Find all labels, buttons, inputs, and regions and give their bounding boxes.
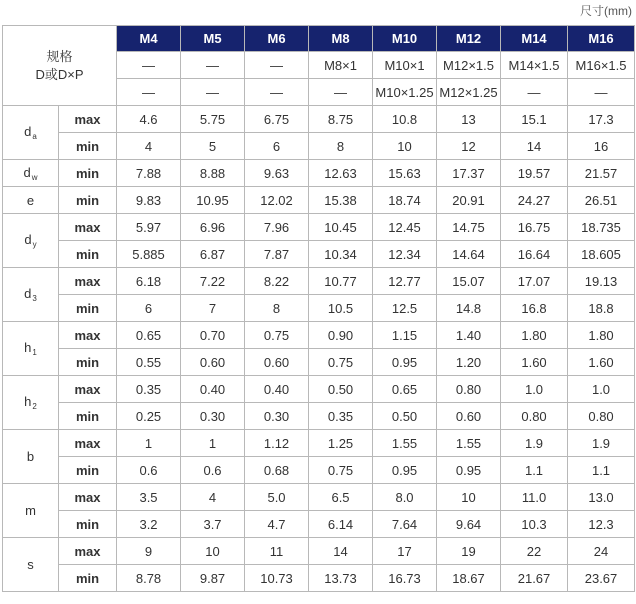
value-cell: 20.91 <box>437 187 501 214</box>
value-cell: 14 <box>501 133 568 160</box>
value-cell: 15.07 <box>437 268 501 295</box>
value-cell: 7.64 <box>373 511 437 538</box>
table-row <box>3 241 635 268</box>
value-cell: 0.65 <box>117 322 181 349</box>
param-symbol: b <box>26 449 35 464</box>
param-symbol-cell <box>3 214 59 268</box>
value-cell: 24 <box>568 538 635 565</box>
pitch-cell: M16×1.5 <box>568 52 635 79</box>
value-cell: 8 <box>309 133 373 160</box>
value-cell: 10 <box>373 133 437 160</box>
param-subscript: 3 <box>32 294 37 303</box>
pitch-cell: — <box>117 79 181 106</box>
value-cell: 1 <box>181 430 245 457</box>
value-cell: 3.7 <box>181 511 245 538</box>
pitch-cell: — <box>568 79 635 106</box>
value-cell: 0.60 <box>437 403 501 430</box>
param-symbol-cell <box>3 106 59 160</box>
value-cell: 6.14 <box>309 511 373 538</box>
value-cell: 1.0 <box>568 376 635 403</box>
value-cell: 16.73 <box>373 565 437 592</box>
pitch-cell: — <box>245 79 309 106</box>
value-cell: 14.75 <box>437 214 501 241</box>
pitch-cell: M12×1.25 <box>437 79 501 106</box>
value-cell: 10.8 <box>373 106 437 133</box>
value-cell: 0.50 <box>373 403 437 430</box>
value-cell: 16.75 <box>501 214 568 241</box>
limit-label: min <box>59 349 117 376</box>
limit-label: min <box>59 403 117 430</box>
limit-label: min <box>59 160 117 187</box>
value-cell: 0.60 <box>245 349 309 376</box>
param-subscript: w <box>31 172 38 182</box>
limit-label: max <box>59 538 117 565</box>
value-cell: 13.0 <box>568 484 635 511</box>
pitch-cell: M14×1.5 <box>501 52 568 79</box>
table-row <box>3 187 635 214</box>
value-cell: 0.90 <box>309 322 373 349</box>
value-cell: 9.63 <box>245 160 309 187</box>
table-row <box>3 484 635 511</box>
value-cell: 22 <box>501 538 568 565</box>
value-cell: 16.8 <box>501 295 568 322</box>
limit-label: max <box>59 484 117 511</box>
value-cell: 8.0 <box>373 484 437 511</box>
value-cell: 11.0 <box>501 484 568 511</box>
value-cell: 23.67 <box>568 565 635 592</box>
param-subscript: 1 <box>32 348 37 357</box>
value-cell: 14.8 <box>437 295 501 322</box>
value-cell: 15.1 <box>501 106 568 133</box>
value-cell: 9.64 <box>437 511 501 538</box>
value-cell: 0.40 <box>245 376 309 403</box>
limit-label: max <box>59 430 117 457</box>
value-cell: 18.67 <box>437 565 501 592</box>
param-subscript: a <box>32 132 37 141</box>
table-row <box>3 565 635 592</box>
limit-label: min <box>59 565 117 592</box>
table-row <box>3 430 635 457</box>
value-cell: 1 <box>117 430 181 457</box>
value-cell: 0.80 <box>437 376 501 403</box>
value-cell: 21.67 <box>501 565 568 592</box>
value-cell: 18.74 <box>373 187 437 214</box>
limit-label: min <box>59 295 117 322</box>
value-cell: 9.83 <box>117 187 181 214</box>
value-cell: 10.73 <box>245 565 309 592</box>
param-symbol: h <box>24 394 32 409</box>
value-cell: 1.60 <box>568 349 635 376</box>
spec-label: 规格 <box>46 48 73 64</box>
size-header: M4 <box>117 26 181 52</box>
value-cell: 1.20 <box>437 349 501 376</box>
value-cell: 1.0 <box>501 376 568 403</box>
pitch-cell: M12×1.5 <box>437 52 501 79</box>
param-symbol-cell <box>3 538 59 592</box>
value-cell: 17.37 <box>437 160 501 187</box>
value-cell: 13 <box>437 106 501 133</box>
limit-label: min <box>59 187 117 214</box>
value-cell: 5 <box>181 133 245 160</box>
value-cell: 0.65 <box>373 376 437 403</box>
value-cell: 12.5 <box>373 295 437 322</box>
value-cell: 1.80 <box>501 322 568 349</box>
param-symbol-cell <box>3 376 59 430</box>
value-cell: 8 <box>245 295 309 322</box>
value-cell: 12.77 <box>373 268 437 295</box>
value-cell: 24.27 <box>501 187 568 214</box>
value-cell: 0.70 <box>181 322 245 349</box>
spec-corner-cell <box>3 26 117 106</box>
value-cell: 10.5 <box>309 295 373 322</box>
value-cell: 0.30 <box>181 403 245 430</box>
value-cell: 12.34 <box>373 241 437 268</box>
param-symbol-cell <box>3 187 59 214</box>
table-row <box>3 538 635 565</box>
value-cell: 0.6 <box>181 457 245 484</box>
value-cell: 0.80 <box>501 403 568 430</box>
value-cell: 0.35 <box>117 376 181 403</box>
param-symbol: m <box>25 503 36 518</box>
value-cell: 1.40 <box>437 322 501 349</box>
value-cell: 1.55 <box>437 430 501 457</box>
dimension-table <box>2 25 635 592</box>
value-cell: 15.38 <box>309 187 373 214</box>
value-cell: 1.15 <box>373 322 437 349</box>
table-row <box>3 106 635 133</box>
limit-label: min <box>59 241 117 268</box>
value-cell: 9 <box>117 538 181 565</box>
pitch-cell: — <box>309 79 373 106</box>
size-header: M8 <box>309 26 373 52</box>
unit-label: 尺寸(mm) <box>580 4 632 18</box>
spec-label-sub: D或D×P <box>35 66 84 82</box>
pitch-cell: — <box>501 79 568 106</box>
param-symbol: d <box>23 164 31 180</box>
param-symbol-cell <box>3 322 59 376</box>
value-cell: 10.77 <box>309 268 373 295</box>
value-cell: 12.63 <box>309 160 373 187</box>
value-cell: 0.95 <box>373 349 437 376</box>
value-cell: 1.80 <box>568 322 635 349</box>
value-cell: 5.75 <box>181 106 245 133</box>
value-cell: 0.50 <box>309 376 373 403</box>
value-cell: 6.18 <box>117 268 181 295</box>
value-cell: 1.12 <box>245 430 309 457</box>
size-header-row <box>3 26 635 52</box>
value-cell: 0.25 <box>117 403 181 430</box>
limit-label: min <box>59 457 117 484</box>
size-header: M5 <box>181 26 245 52</box>
value-cell: 6.87 <box>181 241 245 268</box>
value-cell: 1.9 <box>501 430 568 457</box>
value-cell: 0.68 <box>245 457 309 484</box>
pitch-cell: — <box>181 52 245 79</box>
value-cell: 0.30 <box>245 403 309 430</box>
param-symbol: e <box>26 192 35 208</box>
value-cell: 17.07 <box>501 268 568 295</box>
value-cell: 6.96 <box>181 214 245 241</box>
param-symbol-cell <box>3 268 59 322</box>
value-cell: 8.22 <box>245 268 309 295</box>
value-cell: 15.63 <box>373 160 437 187</box>
value-cell: 4 <box>117 133 181 160</box>
value-cell: 1.1 <box>568 457 635 484</box>
value-cell: 16 <box>568 133 635 160</box>
param-symbol: d <box>24 232 32 247</box>
value-cell: 0.6 <box>117 457 181 484</box>
value-cell: 1.1 <box>501 457 568 484</box>
value-cell: 1.25 <box>309 430 373 457</box>
value-cell: 3.5 <box>117 484 181 511</box>
value-cell: 6.75 <box>245 106 309 133</box>
value-cell: 12.02 <box>245 187 309 214</box>
value-cell: 6 <box>117 295 181 322</box>
pitch-cell: — <box>245 52 309 79</box>
value-cell: 8.78 <box>117 565 181 592</box>
value-cell: 18.8 <box>568 295 635 322</box>
table-row <box>3 403 635 430</box>
value-cell: 0.40 <box>181 376 245 403</box>
param-symbol: s <box>27 557 34 572</box>
value-cell: 4 <box>181 484 245 511</box>
value-cell: 0.60 <box>181 349 245 376</box>
param-symbol: h <box>24 340 32 355</box>
param-symbol: d <box>24 286 32 301</box>
limit-label: max <box>59 106 117 133</box>
value-cell: 13.73 <box>309 565 373 592</box>
value-cell: 7.96 <box>245 214 309 241</box>
value-cell: 4.6 <box>117 106 181 133</box>
value-cell: 5.885 <box>117 241 181 268</box>
value-cell: 17 <box>373 538 437 565</box>
value-cell: 10 <box>437 484 501 511</box>
limit-label: max <box>59 322 117 349</box>
param-subscript: 2 <box>32 402 37 411</box>
table-row <box>3 349 635 376</box>
value-cell: 8.75 <box>309 106 373 133</box>
value-cell: 1.55 <box>373 430 437 457</box>
value-cell: 6.5 <box>309 484 373 511</box>
param-symbol-cell <box>3 430 59 484</box>
value-cell: 1.60 <box>501 349 568 376</box>
value-cell: 0.55 <box>117 349 181 376</box>
value-cell: 10.3 <box>501 511 568 538</box>
value-cell: 0.75 <box>309 457 373 484</box>
value-cell: 17.3 <box>568 106 635 133</box>
value-cell: 21.57 <box>568 160 635 187</box>
size-header: M16 <box>568 26 635 52</box>
value-cell: 7.22 <box>181 268 245 295</box>
value-cell: 11 <box>245 538 309 565</box>
table-row <box>3 160 635 187</box>
value-cell: 3.2 <box>117 511 181 538</box>
pitch-cell: M10×1.25 <box>373 79 437 106</box>
value-cell: 10 <box>181 538 245 565</box>
param-symbol-cell <box>3 160 59 187</box>
value-cell: 18.735 <box>568 214 635 241</box>
value-cell: 10.95 <box>181 187 245 214</box>
value-cell: 8.88 <box>181 160 245 187</box>
limit-label: max <box>59 268 117 295</box>
value-cell: 12.45 <box>373 214 437 241</box>
size-header: M10 <box>373 26 437 52</box>
table-row <box>3 214 635 241</box>
value-cell: 0.75 <box>245 322 309 349</box>
value-cell: 7 <box>181 295 245 322</box>
value-cell: 26.51 <box>568 187 635 214</box>
param-symbol-cell <box>3 484 59 538</box>
value-cell: 14 <box>309 538 373 565</box>
pitch-cell: — <box>117 52 181 79</box>
pitch-cell: M8×1 <box>309 52 373 79</box>
value-cell: 19 <box>437 538 501 565</box>
value-cell: 0.80 <box>568 403 635 430</box>
pitch-cell: — <box>181 79 245 106</box>
value-cell: 0.35 <box>309 403 373 430</box>
table-row <box>3 511 635 538</box>
value-cell: 19.13 <box>568 268 635 295</box>
value-cell: 14.64 <box>437 241 501 268</box>
limit-label: min <box>59 133 117 160</box>
value-cell: 12 <box>437 133 501 160</box>
table-row <box>3 376 635 403</box>
value-cell: 9.87 <box>181 565 245 592</box>
size-header: M14 <box>501 26 568 52</box>
value-cell: 0.75 <box>309 349 373 376</box>
param-symbol: d <box>24 124 32 139</box>
value-cell: 1.9 <box>568 430 635 457</box>
table-row <box>3 295 635 322</box>
value-cell: 0.95 <box>437 457 501 484</box>
limit-label: max <box>59 214 117 241</box>
value-cell: 0.95 <box>373 457 437 484</box>
value-cell: 4.7 <box>245 511 309 538</box>
param-subscript: y <box>32 240 37 249</box>
value-cell: 10.34 <box>309 241 373 268</box>
table-row <box>3 457 635 484</box>
value-cell: 7.87 <box>245 241 309 268</box>
size-header: M6 <box>245 26 309 52</box>
value-cell: 19.57 <box>501 160 568 187</box>
limit-label: min <box>59 511 117 538</box>
value-cell: 10.45 <box>309 214 373 241</box>
table-row <box>3 322 635 349</box>
value-cell: 16.64 <box>501 241 568 268</box>
value-cell: 12.3 <box>568 511 635 538</box>
value-cell: 7.88 <box>117 160 181 187</box>
size-header: M12 <box>437 26 501 52</box>
pitch-cell: M10×1 <box>373 52 437 79</box>
value-cell: 6 <box>245 133 309 160</box>
value-cell: 5.97 <box>117 214 181 241</box>
table-row <box>3 133 635 160</box>
limit-label: max <box>59 376 117 403</box>
value-cell: 18.605 <box>568 241 635 268</box>
table-row <box>3 268 635 295</box>
value-cell: 5.0 <box>245 484 309 511</box>
